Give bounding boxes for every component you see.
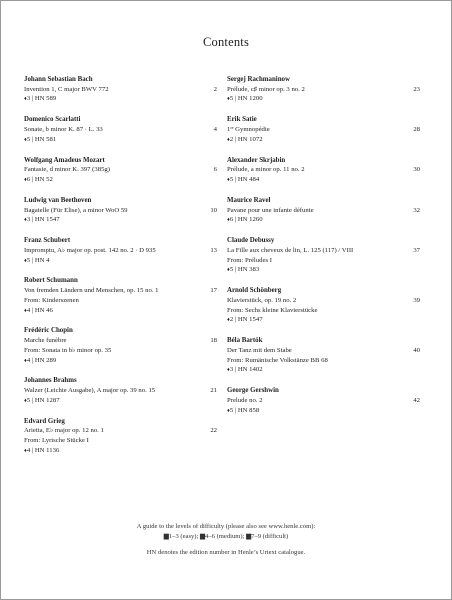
edition-number: | HN 589 [31, 95, 57, 103]
diamond-icon: ♦ [227, 136, 230, 143]
difficulty-level: 3 [229, 366, 234, 374]
source-note: From: Kinderszenen [24, 296, 79, 304]
contents-entry [24, 326, 217, 366]
composer-name: Franz Schubert [24, 237, 71, 245]
edition-number: | HN 1547 [31, 216, 60, 224]
contents-entry [24, 196, 217, 226]
work-title: Arietta, E♭ major op. 12 no. 1 [24, 427, 104, 435]
edition-number: | HN 1200 [234, 95, 263, 103]
difficulty-line [24, 215, 217, 226]
work-title: Prélude, c♯ minor op. 3 no. 2 [227, 85, 305, 93]
page-number: 18 [210, 337, 217, 345]
contents-entry [227, 156, 420, 186]
page-number: 2 [213, 85, 217, 93]
work-line [227, 125, 420, 135]
difficulty-level: 5 [26, 135, 31, 143]
page-number: 42 [413, 396, 420, 404]
composer-name: Maurice Ravel [227, 196, 271, 204]
diamond-icon: ♦ [24, 136, 27, 143]
composer-name: Wolfgang Amadeus Mozart [24, 156, 105, 164]
work-title: Marche funèbre [24, 337, 67, 345]
page-number: 21 [210, 387, 217, 395]
work-title: Der Tanz mit dem Stabe [227, 346, 292, 354]
difficulty-level: 5 [26, 396, 31, 404]
contents-column-right [227, 75, 420, 426]
work-title: Bagatelle (Für Elise), a minor WoO 59 [24, 206, 128, 214]
page-number: 4 [213, 126, 217, 133]
composer-name: Arnold Schönberg [227, 287, 282, 295]
work-line [227, 206, 420, 216]
source-note: From: Sechs kleine Klavierstücke [227, 306, 318, 314]
difficulty-level: 2 [229, 316, 234, 324]
contents-entry [227, 236, 420, 276]
edition-number: | HN 289 [31, 356, 57, 364]
difficulty-line [227, 94, 420, 105]
page-number: 17 [210, 287, 217, 295]
diamond-icon: ♦ [227, 407, 230, 414]
composer-name: Erik Satie [227, 116, 257, 124]
edition-number: | HN 1072 [234, 135, 263, 143]
contents-entry [227, 286, 420, 326]
contents-entry [227, 336, 420, 376]
work-line [24, 206, 217, 216]
contents-entry [227, 386, 420, 416]
diamond-icon: ♦ [24, 177, 27, 183]
edition-number: | HN 858 [234, 406, 260, 414]
work-line [24, 426, 217, 436]
difficulty-level: 5 [229, 95, 234, 103]
composer-name: Béla Bartók [227, 337, 263, 345]
work-line [24, 386, 217, 396]
edition-number: | HN 383 [234, 266, 260, 274]
page-number: 22 [210, 427, 217, 435]
contents-entry [24, 276, 217, 316]
work-title: Klavierstück, op. 19 no. 2 [227, 296, 297, 304]
work-title: 1ʳᵉ Gymnopédie [227, 126, 270, 133]
difficulty-guide [1, 522, 451, 558]
contents-entry [24, 156, 217, 186]
work-line [24, 125, 217, 135]
work-title: Sonate, b minor K. 87 · L. 33 [24, 126, 103, 133]
page-number: 30 [413, 166, 420, 174]
diamond-icon: ♦ [227, 267, 230, 274]
diamond-icon: ♦ [227, 317, 230, 324]
edition-number: | HN 1260 [234, 216, 263, 224]
contents-entry [24, 75, 217, 105]
difficulty-line [24, 446, 217, 457]
work-title: Impromptu, A♭ major op. post. 142 no. 2 · D 935 [24, 246, 156, 254]
diamond-icon: ♦ [24, 447, 27, 454]
composer-name: Johannes Brahms [24, 377, 77, 385]
edition-number: | HN 52 [31, 176, 53, 183]
composer-name: George Gershwin [227, 387, 279, 395]
composer-name: Johann Sebastian Bach [24, 76, 93, 83]
work-line [227, 246, 420, 256]
contents-entry [227, 75, 420, 105]
page-number: 39 [413, 296, 420, 304]
work-line [227, 85, 420, 95]
difficulty-level: 2 [229, 135, 234, 143]
difficulty-guide-levels: ▆1–3 (easy); ▆4–6 (medium); ▆7–9 (difficult) [163, 533, 289, 540]
difficulty-line [24, 256, 217, 267]
difficulty-line [227, 315, 420, 326]
difficulty-guide-intro: A guide to the levels of difficulty (please also see www.henle.com): [136, 523, 316, 530]
difficulty-level: 3 [26, 95, 31, 103]
difficulty-level: 4 [26, 306, 31, 314]
work-title: Fantasie, d minor K. 397 (385g) [24, 166, 110, 174]
page-number: 13 [210, 246, 217, 254]
difficulty-line [227, 215, 420, 226]
edition-number: | HN 1136 [31, 446, 60, 454]
work-line [24, 246, 217, 256]
work-title: Invention 1, C major BWV 772 [24, 85, 109, 93]
edition-number: | HN 484 [234, 176, 260, 183]
contents-entry [227, 115, 420, 145]
source-note: From: Rumänische Volkstänze BB 68 [227, 356, 328, 364]
composer-name: Sergej Rachmaninow [227, 76, 290, 83]
source-note: From: Lyrische Stücke I [24, 437, 89, 445]
difficulty-line [227, 406, 420, 417]
diamond-icon: ♦ [24, 217, 27, 224]
difficulty-level: 3 [26, 216, 31, 224]
diamond-icon: ♦ [24, 357, 27, 364]
work-title: Prelude no. 2 [227, 396, 263, 404]
contents-entry [24, 115, 217, 145]
work-title: Von fremden Ländern und Menschen, op. 15 no. 1 [24, 287, 159, 295]
work-title: La Fille aux cheveux de lin, L. 125 (117) / VIII [227, 246, 354, 254]
edition-number: | HN 1547 [234, 316, 263, 324]
difficulty-level: 6 [229, 216, 234, 224]
work-line [227, 165, 420, 175]
source-note: From: Préludes I [227, 256, 272, 264]
contents-entry [24, 417, 217, 457]
work-line [24, 165, 217, 175]
composer-name: Robert Schumann [24, 277, 78, 285]
contents-column-left [24, 75, 217, 467]
difficulty-level: 5 [229, 176, 234, 183]
work-title: Prélude, a minor op. 11 no. 2 [227, 166, 305, 174]
work-title: Walzer (Leichte Ausgabe), A major op. 39 no. 15 [24, 387, 156, 395]
difficulty-line [227, 175, 420, 186]
edition-number: | HN 46 [31, 306, 53, 314]
contents-entry [24, 236, 217, 266]
difficulty-line [24, 396, 217, 407]
page-number: 28 [413, 126, 420, 133]
composer-name: Alexander Skrjabin [227, 156, 286, 164]
diamond-icon: ♦ [24, 397, 27, 404]
diamond-icon: ♦ [24, 257, 27, 264]
difficulty-line [227, 265, 420, 276]
composer-name: Ludwig van Beethoven [24, 196, 92, 204]
difficulty-line [24, 175, 217, 186]
edition-number: | HN 1287 [31, 396, 60, 404]
page-title: Contents [202, 35, 250, 49]
edition-number: | HN 4 [31, 256, 50, 264]
diamond-icon: ♦ [24, 307, 27, 314]
page-number: 37 [413, 246, 420, 254]
difficulty-line [24, 94, 217, 105]
page-number: 6 [213, 166, 217, 174]
page-number: 23 [413, 85, 420, 93]
difficulty-line [24, 135, 217, 146]
work-line [227, 296, 420, 306]
difficulty-level: 4 [26, 356, 31, 364]
work-line [24, 286, 217, 296]
edition-number: | HN 581 [31, 135, 57, 143]
diamond-icon: ♦ [227, 367, 230, 374]
work-line [24, 85, 217, 95]
work-line [227, 346, 420, 356]
difficulty-line [227, 365, 420, 376]
difficulty-level: 5 [26, 256, 31, 264]
composer-name: Edvard Grieg [24, 417, 65, 425]
composer-name: Frédéric Chopin [24, 327, 73, 335]
difficulty-level: 5 [229, 406, 234, 414]
diamond-icon: ♦ [24, 96, 27, 103]
work-line [227, 396, 420, 406]
edition-number: | HN 1402 [234, 366, 263, 374]
difficulty-line [227, 135, 420, 146]
diamond-icon: ♦ [227, 217, 230, 224]
hn-note: HN denotes the edition number in Henle’s Urtext catalogue. [146, 549, 306, 556]
contents-entry [24, 376, 217, 406]
composer-name: Domenico Scarlatti [24, 116, 81, 124]
page-number: 40 [413, 346, 420, 354]
page-number: 32 [413, 206, 420, 214]
difficulty-line [24, 306, 217, 317]
difficulty-line [24, 356, 217, 367]
contents-entry [227, 196, 420, 226]
difficulty-level: 4 [26, 446, 31, 454]
work-line [24, 336, 217, 346]
composer-name: Claude Debussy [227, 237, 275, 245]
diamond-icon: ♦ [227, 96, 230, 103]
page-number: 10 [210, 206, 217, 214]
work-title: Pavane pour une infante défunte [227, 206, 314, 214]
source-note: From: Sonata in b♭ minor op. 35 [24, 346, 112, 354]
diamond-icon: ♦ [227, 177, 230, 183]
difficulty-level: 6 [26, 176, 31, 183]
difficulty-level: 5 [229, 266, 234, 274]
